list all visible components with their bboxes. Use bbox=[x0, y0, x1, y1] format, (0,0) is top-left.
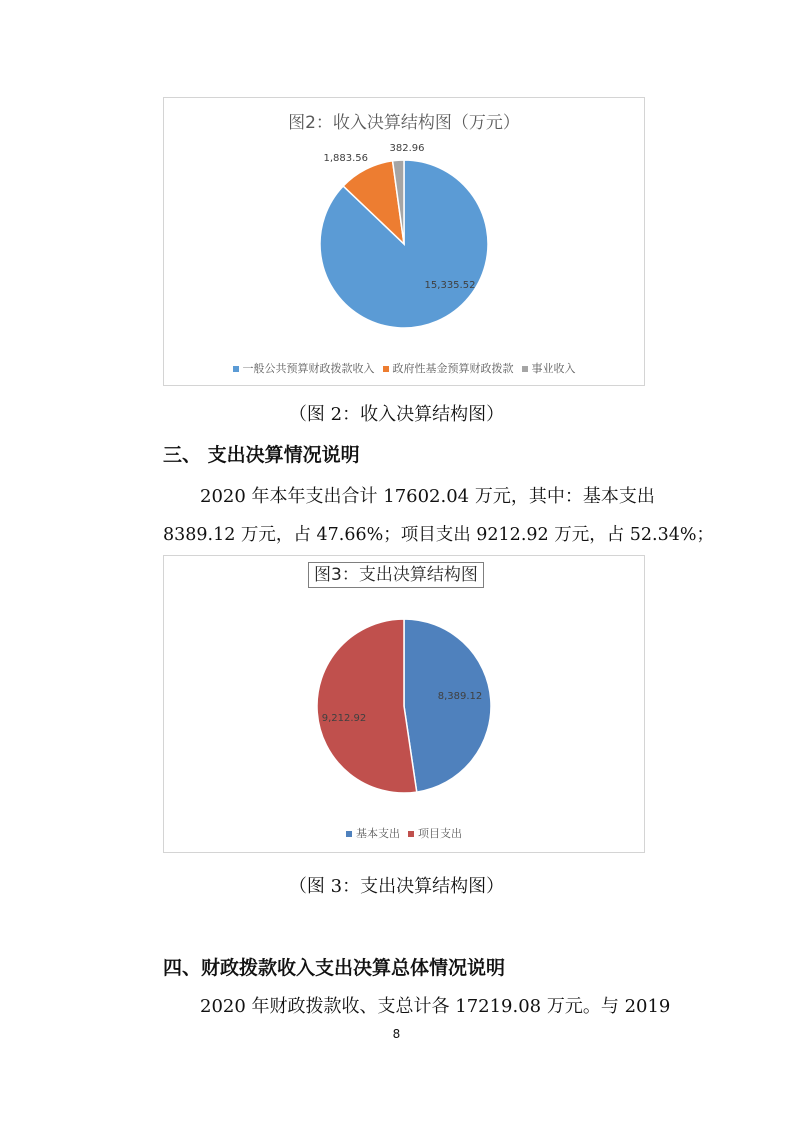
legend-label: 基本支出 bbox=[356, 827, 400, 840]
pie-slice bbox=[317, 619, 417, 793]
legend-label: 项目支出 bbox=[418, 827, 462, 840]
data-label: 1,883.56 bbox=[323, 153, 368, 164]
income-structure-chart bbox=[163, 97, 645, 386]
pie-slice bbox=[404, 619, 491, 792]
chart-legend bbox=[164, 825, 644, 841]
figure-3-caption: （图 3：支出决算结构图） bbox=[288, 876, 505, 897]
chart-title: 图3：支出决算结构图 bbox=[308, 562, 484, 588]
figure-2-caption: （图 2：收入决算结构图） bbox=[288, 404, 505, 425]
legend-swatch bbox=[522, 366, 528, 372]
data-label: 9,212.92 bbox=[321, 713, 367, 724]
legend-item bbox=[346, 825, 400, 841]
legend-swatch bbox=[408, 831, 414, 837]
legend-item bbox=[408, 825, 462, 841]
income-pie bbox=[164, 98, 644, 385]
data-label: 382.96 bbox=[389, 143, 425, 154]
legend-item bbox=[233, 360, 375, 376]
legend-item bbox=[522, 360, 576, 376]
paragraph-line: 8389.12 万元，占 47.66%；项目支出 9212.92 万元，占 52.34%； bbox=[163, 525, 715, 545]
legend-swatch bbox=[383, 366, 389, 372]
expenditure-pie bbox=[164, 556, 644, 852]
legend-swatch bbox=[346, 831, 352, 837]
paragraph-line: 2020 年本年支出合计 17602.04 万元，其中：基本支出 bbox=[200, 486, 655, 507]
legend-label: 政府性基金预算财政拨款 bbox=[392, 362, 514, 375]
section-3-heading: 三、 支出决算情况说明 bbox=[163, 444, 360, 466]
chart-title: 图2：收入决算结构图（万元） bbox=[288, 113, 520, 133]
data-label: 15,335.52 bbox=[424, 280, 476, 291]
legend-label: 一般公共预算财政拨款收入 bbox=[242, 362, 375, 375]
expenditure-structure-chart bbox=[163, 555, 645, 853]
legend-item bbox=[383, 360, 514, 376]
legend-label: 事业收入 bbox=[531, 362, 576, 375]
legend-swatch bbox=[233, 366, 239, 372]
page-number: 8 bbox=[392, 1027, 401, 1041]
chart-legend bbox=[164, 360, 644, 376]
section-4-heading: 四、财政拨款收入支出决算总体情况说明 bbox=[163, 957, 506, 979]
paragraph-line: 2020 年财政拨款收、支总计各 17219.08 万元。与 2019 bbox=[200, 996, 671, 1017]
data-label: 8,389.12 bbox=[437, 691, 483, 702]
